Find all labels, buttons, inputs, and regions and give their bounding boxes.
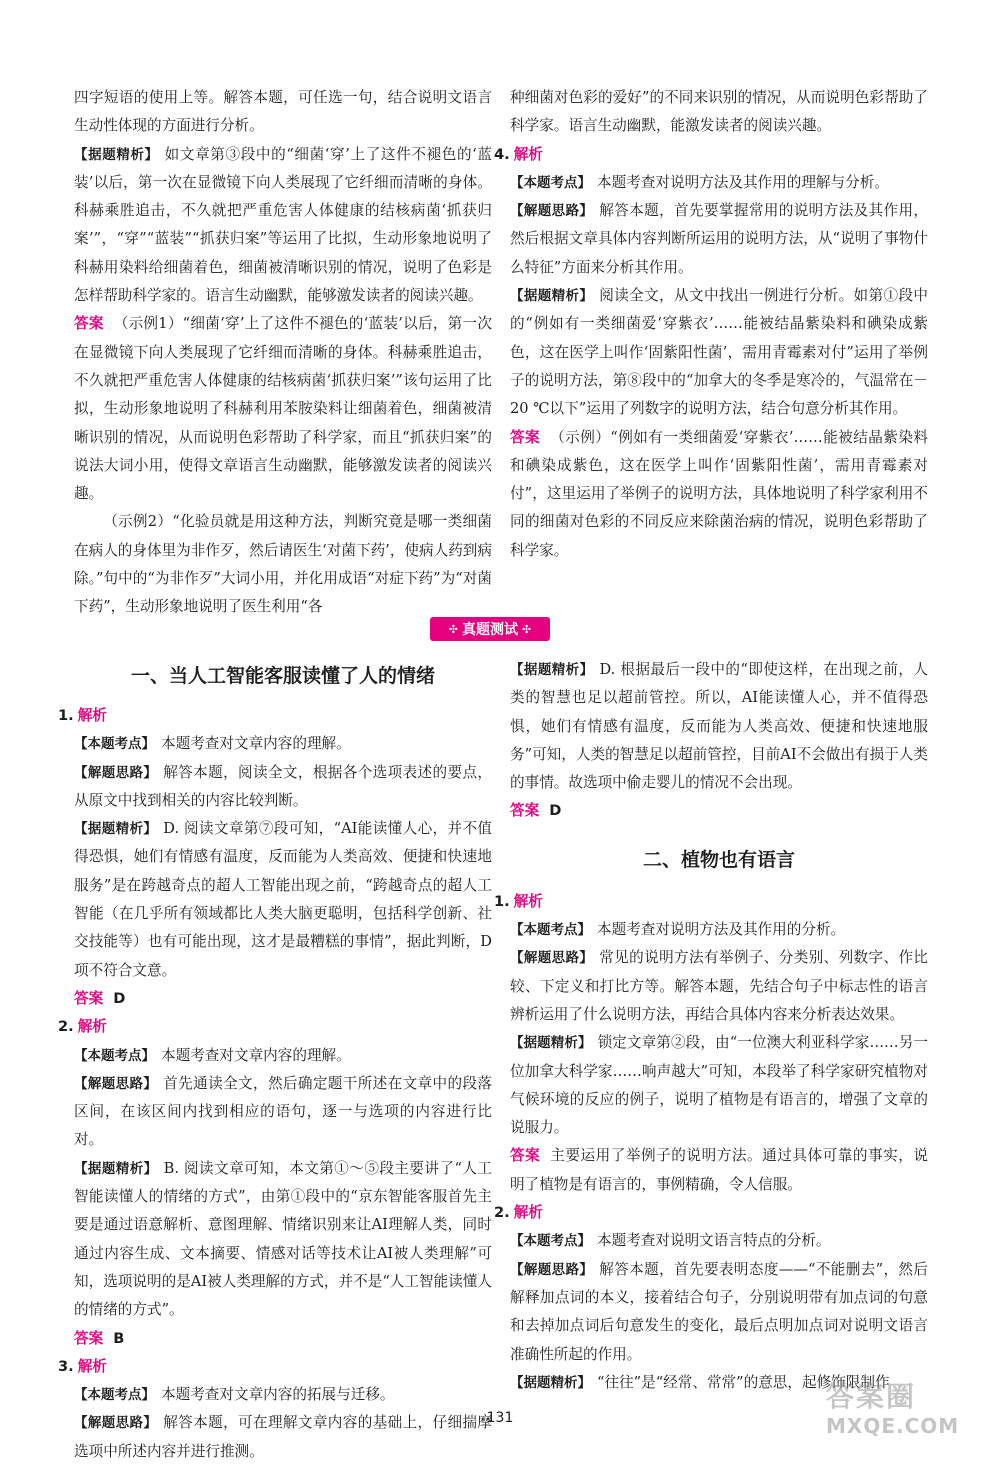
approach-tag: 【解题思路】 xyxy=(74,764,158,781)
key-point-tag: 【本题考点】 xyxy=(510,1233,591,1250)
answer-label: 答案 xyxy=(510,1147,541,1165)
key-point-paragraph xyxy=(510,169,928,197)
top-right-column xyxy=(494,84,929,565)
analysis-paragraph xyxy=(74,141,492,311)
answer-paragraph xyxy=(74,1325,492,1353)
approach-text: 首先通读全文，然后确定题干所述在文章中的段落区间，在该区间内找到相应的语句，逐一与选项的内容进行比对。 xyxy=(74,1074,493,1149)
answer-paragraph xyxy=(510,1142,928,1199)
key-point-paragraph xyxy=(74,730,492,758)
watermark-logo xyxy=(826,1380,986,1444)
approach-text: 常见的说明方法有举例子、分类别、列数字、作比较、下定义和打比方等。解答本题，先结合句子中标志性的语言辨析运用了什么说明方法，再结合具体内容来分析表达效果。 xyxy=(510,949,929,1023)
paragraph: 四字短语的使用上等。解答本题，可任选一句，结合说明文语言生动性体现的方面进行分析。 xyxy=(74,89,492,135)
key-point-tag: 【本题考点】 xyxy=(74,736,155,753)
analysis-tag: 【据题精析】 xyxy=(510,1035,592,1052)
answer-label: 答案 xyxy=(74,989,104,1007)
section-title: 一、当人工智能客服读懂了人的情绪 xyxy=(130,665,435,687)
analysis-paragraph xyxy=(510,656,928,797)
question-label: 解析 xyxy=(513,892,543,910)
key-point-tag: 【本题考点】 xyxy=(510,174,591,191)
analysis-text: D. 根据最后一段中的“即使这样，在出现之前，人类的智慧也足以超前管控。所以，AI能读懂人心，并不值得恐惧，她们有情感有温度，反而能为人类高效、便捷和快速地服务”可知，人类的智慧足以超前管控，目前AI不会做出有损于人类的事情。故选项中偷走婴儿的情况不会出现。 xyxy=(510,661,929,792)
approach-text: 解答本题，首先要掌握常用的说明方法及其作用，然后根据文章具体内容判断所运用的说明方法，从“说明了事物什么特征”方面来分析其作用。 xyxy=(510,202,929,276)
question-label: 解析 xyxy=(77,1357,107,1375)
approach-text: 解答本题，阅读全文，根据各个选项表述的要点，从原文中找到相关的内容比较判断。 xyxy=(74,763,493,809)
analysis-tag: 【据题精析】 xyxy=(510,288,594,305)
approach-text: 解答本题，可在理解文章内容的基础上，仔细揣摩选项中所述内容并进行推测。 xyxy=(74,1414,493,1460)
analysis-text: B. 阅读文章可知，本文第①～⑤段主要讲了“人工智能读懂人的情绪的方式”，由第①段中的“京东智能客服首先主要是通过语意解析、意图理解、情绪识别来让AI理解人类，同时通过内容生成、文本摘要、情感对话等技术让AI被人类理解”可知，选项说明的是AI被人类理解的方式，并不是“人工智能读懂人的情绪的方式”。 xyxy=(74,1159,492,1319)
section-banner xyxy=(430,617,550,641)
key-point-text: 本题考查对文章内容的理解。 xyxy=(161,1046,351,1064)
answer-text: 主要运用了举例子的说明方法。通过具体可靠的事实，说明了植物是有语言的，事例精确，令人信服。 xyxy=(510,1147,928,1193)
key-point-paragraph xyxy=(510,916,928,944)
question-number: 1. xyxy=(58,707,74,724)
bottom-left-column xyxy=(58,656,493,1466)
answer-text: （示例）“例如有一类细菌爱‘穿紫衣’……能被结晶紫染料和碘染成紫色，这在医学上叫作‘固紫阳性菌’，需用青霉素对付”，这里运用了举例子的说明方法，具体地说明了科学家利用不同的细菌对色彩的不同反应来除菌治病的情况，说明色彩帮助了科学家。 xyxy=(510,428,928,559)
top-left-column xyxy=(74,84,492,622)
answer-label: 答案 xyxy=(74,315,104,333)
decoration-icon: ✣ xyxy=(448,622,458,636)
analysis-tag: 【据题精析】 xyxy=(74,146,159,163)
key-point-text: 本题考查对文章内容的理解。 xyxy=(161,735,351,753)
example-paragraph: （示例2）“化验员就是用这种方法，判断究竟是哪一类细菌在病人的身体里为非作歹，然后请医生‘对菌下药’，使病人药到病除。”句中的“为非作歹”大词小用，并化用成语“对症下药”为“对菌下药”，生动形象地说明了医生利用“各 xyxy=(74,513,492,616)
approach-paragraph xyxy=(74,1070,492,1155)
paragraph: 种细菌对色彩的爱好”的不同来识别的情况，从而说明色彩帮助了科学家。语言生动幽默，能激发读者的阅读兴趣。 xyxy=(510,89,928,135)
question-heading xyxy=(494,141,928,169)
question-label: 解析 xyxy=(77,707,107,724)
page-number: 131 xyxy=(486,1410,514,1426)
section-title: 二、植物也有语言 xyxy=(642,848,795,871)
question-heading xyxy=(58,1353,492,1381)
approach-text: 解答本题，首先要表明态度——“不能删去”，然后解释加点词的本义，接着结合句子，分别说明带有加点词的句意和去掉加点词后句意发生的变化，最后点明加点词对说明文语言准确性所起的作用。 xyxy=(510,1260,928,1363)
approach-paragraph xyxy=(510,944,928,1029)
approach-paragraph xyxy=(510,197,928,282)
analysis-text: “往往”是“经常、常常”的意思，起修饰限制作 xyxy=(597,1373,890,1391)
analysis-tag: 【据题精析】 xyxy=(510,1374,591,1391)
question-heading xyxy=(494,888,928,916)
key-point-tag: 【本题考点】 xyxy=(74,1047,155,1064)
analysis-paragraph xyxy=(74,1155,492,1325)
question-heading xyxy=(58,702,492,730)
question-number: 3. xyxy=(58,1357,74,1375)
decoration-icon: ✣ xyxy=(522,622,532,636)
key-point-tag: 【本题考点】 xyxy=(510,922,591,939)
answer-label: 答案 xyxy=(510,802,540,820)
key-point-paragraph xyxy=(510,1227,928,1255)
analysis-text: D. 阅读文章第⑦段可知，“AI能读懂人心，并不值得恐惧，她们有情感有温度，反而能为人类高效、便捷和快速地服务”是在跨越奇点的超人工智能出现之前，“跨越奇点的超人工智能（在几乎所有领域都比人类大脑更聪明，包括科学创新、社交技能等）也有可能出现，这才是最糟糕的事情”，据此判断，D项不符合文意。 xyxy=(74,820,493,979)
approach-paragraph xyxy=(74,759,492,816)
answer-text: （示例1）“细菌‘穿’上了这件不褪色的‘蓝装’以后，第一次在显微镜下向人类展现了它纤细而清晰的身体。科赫乘胜追击，不久就把严重危害人体健康的结核病菌‘抓获归案’”该句运用了比拟，生动形象地说明了科赫利用苯胺染料让细菌着色，细菌被清晰识别的情况，从而说明色彩帮助了科学家，而且“抓获归案”的说法大词小用，使得文章语言生动幽默，能够激发读者的阅读兴趣。 xyxy=(74,315,492,503)
approach-tag: 【解题思路】 xyxy=(510,950,594,967)
bottom-right-column xyxy=(494,656,929,1397)
analysis-text: 锁定文章第②段，由“一位澳大利亚科学家……另一位加拿大科学家……响声越大”可知，本段举了科学家研究植物对气候环境的反应的例子，说明了植物是有语言的，增强了文章的说服力。 xyxy=(510,1034,929,1137)
answer-paragraph xyxy=(74,985,492,1013)
question-label: 解析 xyxy=(77,1018,107,1036)
analysis-tag: 【据题精析】 xyxy=(74,821,158,838)
approach-paragraph xyxy=(510,1256,928,1369)
key-point-text: 本题考查对说明方法及其作用的理解与分析。 xyxy=(597,173,889,191)
analysis-paragraph xyxy=(74,815,492,985)
question-label: 解析 xyxy=(513,1204,543,1222)
question-number: 2. xyxy=(58,1018,74,1036)
approach-tag: 【解题思路】 xyxy=(510,203,594,220)
watermark-text: 答案圈 xyxy=(826,1380,917,1413)
approach-tag: 【解题思路】 xyxy=(74,1415,158,1432)
question-number: 2. xyxy=(494,1204,510,1222)
key-point-paragraph xyxy=(74,1381,492,1409)
analysis-text: 如文章第③段中的“细菌‘穿’上了这件不褪色的‘蓝装’以后，第一次在显微镜下向人类展现了它纤细而清晰的身体。科赫乘胜追击，不久就把严重危害人体健康的结核病菌‘抓获归案’”，“穿”“蓝装”“抓获归案”等运用了比拟，生动形象地说明了科赫用染料给细菌着色，细菌被清晰识别的情况，说明了色彩是怎样帮助科学家的。语言生动幽默，能够激发读者的阅读兴趣。 xyxy=(74,145,492,305)
banner-text: 真题测试 xyxy=(462,622,518,638)
answer-value: D xyxy=(549,802,562,820)
analysis-paragraph xyxy=(510,282,928,423)
answer-paragraph xyxy=(510,424,928,565)
approach-tag: 【解题思路】 xyxy=(510,1261,594,1278)
question-heading xyxy=(494,1199,928,1227)
analysis-tag: 【据题精析】 xyxy=(510,662,594,678)
key-point-text: 本题考查对说明文语言特点的分析。 xyxy=(597,1232,831,1250)
answer-paragraph xyxy=(74,310,492,508)
key-point-tag: 【本题考点】 xyxy=(74,1387,155,1404)
key-point-text: 本题考查对说明方法及其作用的分析。 xyxy=(597,921,846,939)
question-label: 解析 xyxy=(513,145,543,163)
analysis-tag: 【据题精析】 xyxy=(74,1160,158,1177)
answer-paragraph xyxy=(510,797,928,825)
question-number: 4. xyxy=(494,145,510,163)
approach-tag: 【解题思路】 xyxy=(74,1075,158,1092)
analysis-paragraph xyxy=(510,1029,928,1142)
key-point-paragraph xyxy=(74,1042,492,1070)
analysis-text: 阅读全文，从文中找出一例进行分析。如第①段中的“例如有一类细菌爱‘穿紫衣’……能被结晶紫染料和碘染成紫色，这在医学上叫作‘固紫阳性菌’，需用青霉素对付”运用了举例子的说明方法，第⑧段中的“加拿大的冬季是寒冷的，气温常在－20 ℃以下”运用了列数字的说明方法，结合句意分析其作用。 xyxy=(510,287,929,418)
answer-label: 答案 xyxy=(510,428,541,446)
answer-label: 答案 xyxy=(74,1329,104,1347)
question-number: 1. xyxy=(494,892,510,910)
answer-value: B xyxy=(113,1329,125,1347)
question-heading xyxy=(58,1013,492,1041)
watermark-url: MXQE.COM xyxy=(826,1414,960,1438)
answer-value: D xyxy=(113,989,126,1007)
key-point-text: 本题考查对文章内容的拓展与迁移。 xyxy=(161,1386,395,1404)
